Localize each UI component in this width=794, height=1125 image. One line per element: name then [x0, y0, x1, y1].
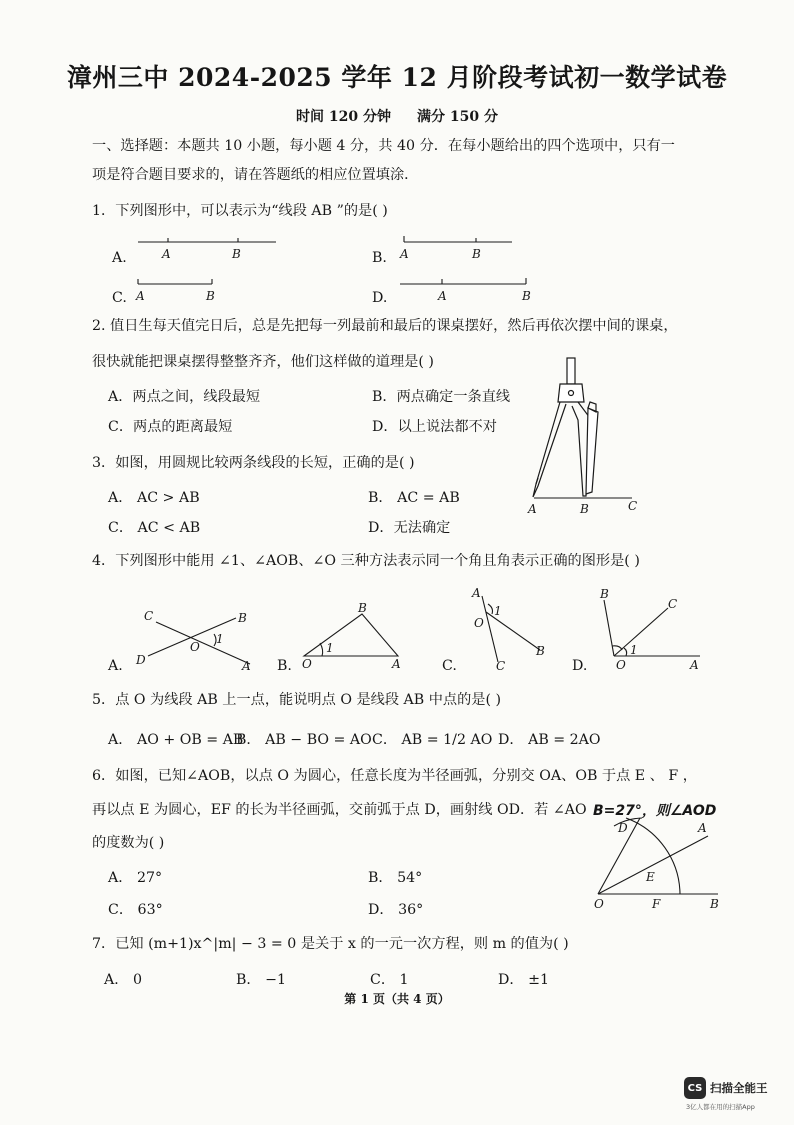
scanner-name: 扫描全能王	[710, 1081, 768, 1095]
q4-option-a: A.	[108, 658, 123, 674]
q6-label-a: A	[698, 821, 707, 835]
exam-score: 满分 150 分	[417, 109, 498, 125]
q5-option-b: B． AB − BO = AO	[236, 732, 372, 748]
q6-option-b: B． 54°	[368, 870, 423, 886]
q2-option-d: D．以上说法都不对	[372, 419, 497, 435]
q3-stem: 3．如图，用圆规比较两条线段的长短，正确的是( )	[92, 455, 415, 471]
q4a-label-d: D	[136, 653, 146, 667]
q2-stem-line1: 2. 值日生每天值完日后，总是先把每一列最前和最后的课桌摆好，然后再依次摆中间的课桌，	[92, 318, 678, 334]
q4d-label-b: B	[600, 587, 609, 601]
q6-stem-line1: 6．如图，已知∠AOB，以点 O 为圆心，任意长度为半径画弧，分别交 OA、OB 于点 E 、 F ，	[92, 768, 697, 784]
q4c-label-a: A	[472, 586, 481, 600]
section-instructions-line1: 一、选择题：本题共 10 小题，每小题 4 分，共 40 分．在每小题给出的四个选项中，只有一	[92, 138, 675, 154]
q7-option-a: A． 0	[104, 972, 142, 988]
scanner-badge	[684, 1077, 768, 1099]
exam-title: 漳州三中 2024-2025 学年 12 月阶段考试初一数学试卷	[66, 63, 728, 92]
q1-option-a: A.	[112, 250, 127, 266]
q2-option-b: B．两点确定一条直线	[372, 389, 511, 405]
q4b-label-o: O	[302, 657, 312, 671]
section-instructions-line2: 项是符合题目要求的，请在答题纸的相应位置填涂．	[92, 167, 419, 183]
q1-d-label-b: B	[522, 289, 531, 303]
q3-option-d: D．无法确定	[368, 520, 451, 536]
q1-c-label-b: B	[206, 289, 215, 303]
exam-time: 时间 120 分钟	[296, 109, 391, 125]
q6-label-d: D	[618, 821, 628, 835]
q6-option-a: A． 27°	[108, 870, 163, 886]
q5-option-d: D． AB = 2AO	[498, 732, 601, 748]
q4a-label-o: O	[190, 640, 200, 654]
q3-option-a: A． AC > AB	[108, 490, 200, 506]
q4-stem: 4．下列图形中能用 ∠1、∠AOB、∠O 三种方法表示同一个角且角表示正确的图形是( )	[92, 553, 640, 569]
q3-option-c: C． AC < AB	[108, 520, 201, 536]
q7-stem: 7．已知 (m+1)x^|m| − 3 = 0 是关于 x 的一元一次方程，则 m 的值为( )	[92, 936, 569, 952]
q5-option-a: A． AO + OB = AB	[108, 732, 244, 748]
q4d-label-1: 1	[630, 643, 638, 657]
q7-option-d: D． ±1	[498, 972, 549, 988]
q4a-label-1: 1	[216, 632, 224, 646]
q4c-label-1: 1	[494, 604, 502, 618]
q6-option-d: D． 36°	[368, 902, 424, 918]
q7-option-b: B． −1	[236, 972, 287, 988]
q1-b-label-a: A	[400, 247, 409, 261]
q1-d-label-a: A	[438, 289, 447, 303]
compass-label-c: C	[628, 499, 638, 513]
q4d-label-o: O	[616, 658, 626, 672]
q4c-label-b: B	[536, 644, 545, 658]
compass-label-a: A	[528, 502, 537, 516]
q4-option-c: C.	[442, 658, 457, 674]
q1-option-b: B.	[372, 250, 387, 266]
q4d-label-a: A	[690, 658, 699, 672]
q6-label-e: E	[646, 870, 655, 884]
q1-a-label-a: A	[162, 247, 171, 261]
q6-label-b: B	[710, 897, 719, 911]
q6-stem-line2: 再以点 E 为圆心，EF 的长为半径画弧，交前弧于点 D，画射线 OD．若 ∠AO	[92, 802, 587, 818]
q4d-label-c: C	[668, 597, 678, 611]
q5-option-c: C． AB = 1/2 AO	[372, 732, 493, 748]
q6-stem-line3: 的度数为( )	[92, 835, 165, 851]
q4-option-d: D.	[572, 658, 588, 674]
q2-option-c: C．两点的距离最短	[108, 419, 233, 435]
page-footer: 第 1 页（共 4 页）	[344, 992, 450, 1006]
q1-c-label-a: A	[136, 289, 145, 303]
q4c-label-c: C	[496, 659, 506, 673]
q6-option-c: C． 63°	[108, 902, 163, 918]
q6-label-o: O	[594, 897, 604, 911]
q4-option-b: B.	[277, 658, 292, 674]
q3-option-b: B． AC = AB	[368, 490, 460, 506]
q1-option-d: D.	[372, 290, 388, 306]
q4a-label-b: B	[238, 611, 247, 625]
compass-label-b: B	[580, 502, 589, 516]
q4c-label-o: O	[474, 616, 484, 630]
q6-handwritten-note: B=27°，则∠AOD	[593, 803, 717, 819]
q1-option-c: C.	[112, 290, 127, 306]
q2-option-a: A．两点之间，线段最短	[108, 389, 261, 405]
q5-stem: 5．点 O 为线段 AB 上一点，能说明点 O 是线段 AB 中点的是( )	[92, 692, 502, 708]
q4b-label-a: A	[392, 657, 401, 671]
q1-b-label-b: B	[472, 247, 481, 261]
q4a-label-a: A	[242, 659, 251, 673]
q4a-label-c: C	[144, 609, 154, 623]
q4b-label-b: B	[358, 601, 367, 615]
q4b-label-1: 1	[326, 641, 334, 655]
scanner-tagline: 3亿人都在用的扫描App	[686, 1103, 755, 1111]
q6-label-f: F	[652, 897, 661, 911]
scanner-logo-icon: CS	[684, 1077, 706, 1099]
q7-option-c: C． 1	[370, 972, 409, 988]
q1-stem: 1．下列图形中，可以表示为“线段 AB ”的是( )	[92, 203, 388, 219]
q1-a-label-b: B	[232, 247, 241, 261]
q2-stem-line2: 很快就能把课桌摆得整整齐齐，他们这样做的道理是( )	[92, 354, 434, 370]
